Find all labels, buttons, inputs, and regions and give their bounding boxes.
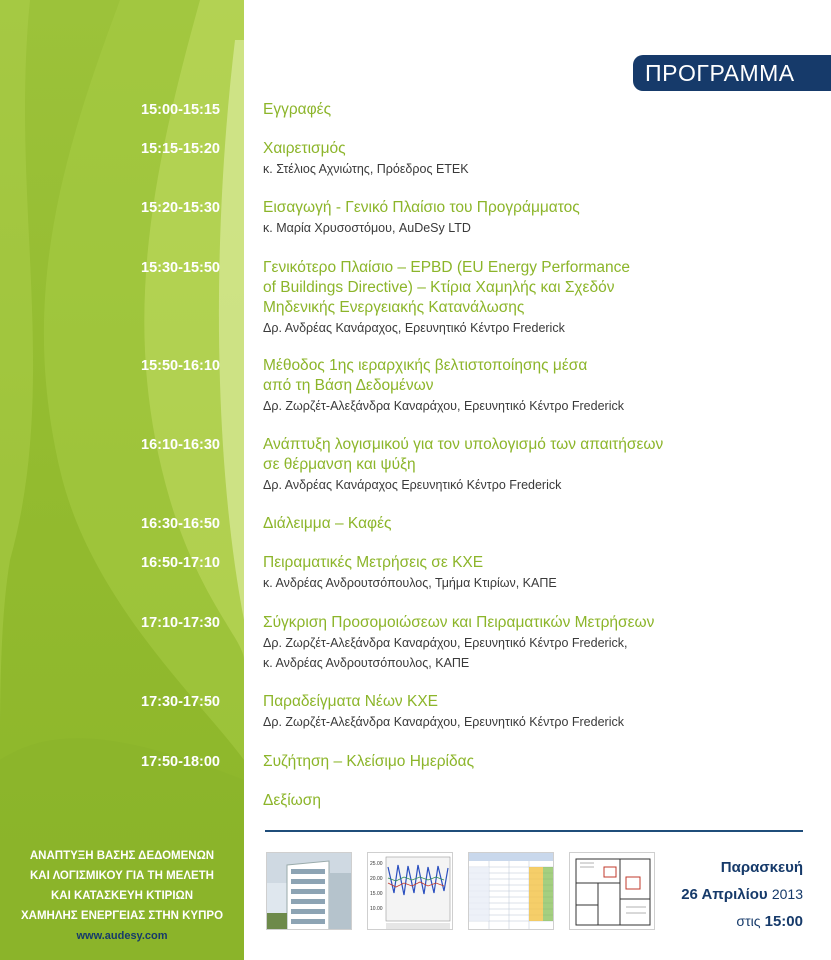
- event-date: [660, 855, 803, 935]
- spreadsheet-thumbnail: [468, 852, 554, 930]
- session-topic: of Buildings Directive) – Κτίρια Χαμηλής και Σχεδόν: [263, 279, 615, 296]
- divider-line: [265, 830, 803, 832]
- session-topic: Μηδενικής Ενεργειακής Κατανάλωσης: [263, 299, 525, 316]
- session-topic: από τη Βάση Δεδομένων: [263, 377, 434, 394]
- svg-text:20.00: 20.00: [370, 876, 383, 882]
- session-topic: Δεξίωση: [263, 792, 321, 809]
- session-topic: Παραδείγματα Νέων ΚΧΕ: [263, 693, 439, 710]
- session-time: 16:30-16:50: [141, 516, 220, 532]
- session-speaker: Δρ. Ανδρέας Κανάραχος, Ερευνητικό Κέντρο Frederick: [263, 321, 565, 335]
- session-time: 15:00-15:15: [141, 102, 220, 118]
- session-topic: Πειραματικές Μετρήσεις σε ΚΧΕ: [263, 554, 484, 571]
- promo-line: ΚΑΙ ΛΟΓΙΣΜΙΚΟΥ ΓΙΑ ΤΗ ΜΕΛΕΤΗ: [30, 870, 214, 882]
- event-year: 2013: [771, 886, 803, 902]
- session-time: 15:30-15:50: [141, 260, 220, 276]
- session-time: 17:10-17:30: [141, 615, 220, 631]
- website-link[interactable]: www.audesy.com: [76, 930, 168, 942]
- session-time: 16:50-17:10: [141, 555, 220, 571]
- event-time: 15:00: [764, 913, 803, 930]
- promo-line: ΧΑΜΗΛΗΣ ΕΝΕΡΓΕΙΑΣ ΣΤΗΝ ΚΥΠΡΟ: [20, 910, 224, 922]
- event-time-prefix: στις: [736, 913, 761, 929]
- session-topic: Εγγραφές: [263, 101, 332, 118]
- session-speaker: κ. Ανδρέας Ανδρουτσόπουλος, Τμήμα Κτιρίων, ΚΑΠΕ: [263, 576, 557, 590]
- svg-text:15.00: 15.00: [370, 891, 383, 897]
- event-day: Παρασκευή: [720, 859, 803, 876]
- event-date-bold: 26 Απριλίου: [681, 886, 768, 903]
- session-topic: Συζήτηση – Κλείσιμο Ημερίδας: [263, 753, 475, 770]
- temperature-chart-thumbnail: [367, 852, 453, 930]
- session-topic: Γενικότερο Πλαίσιο – EPBD (EU Energy Performance: [263, 259, 631, 276]
- session-speaker: Δρ. Ζωρζέτ-Αλεξάνδρα Καναράχου, Ερευνητικό Κέντρο Frederick: [263, 399, 624, 413]
- promo-line: ΚΑΙ ΚΑΤΑΣΚΕΥΗ ΚΤΙΡΙΩΝ: [50, 890, 194, 902]
- session-speaker: Δρ. Ζωρζέτ-Αλεξάνδρα Καναράχου, Ερευνητικό Κέντρο Frederick,: [263, 636, 628, 650]
- session-topic: Ανάπτυξη λογισμικού για τον υπολογισμό των απαιτήσεων: [263, 436, 664, 453]
- session-speaker: κ. Στέλιος Αχνιώτης, Πρόεδρος ΕΤΕΚ: [263, 162, 469, 176]
- session-topic: Εισαγωγή - Γενικό Πλαίσιο του Προγράμματος: [263, 199, 580, 216]
- session-topic: σε θέρμανση και ψύξη: [263, 456, 416, 473]
- session-topic: Σύγκριση Προσομοιώσεων και Πειραματικών Μετρήσεων: [263, 614, 655, 631]
- session-speaker: Δρ. Ανδρέας Κανάραχος Ερευνητικό Κέντρο Frederick: [263, 478, 562, 492]
- session-speaker: Δρ. Ζωρζέτ-Αλεξάνδρα Καναράχου, Ερευνητικό Κέντρο Frederick: [263, 715, 624, 729]
- session-speaker: κ. Μαρία Χρυσοστόμου, AuDeSy LTD: [263, 221, 471, 235]
- floor-plan-thumbnail: [569, 852, 655, 930]
- session-time: 15:50-16:10: [141, 358, 220, 374]
- session-time: 16:10-16:30: [141, 437, 220, 453]
- promo-line: ΑΝΑΠΤΥΞΗ ΒΑΣΗΣ ΔΕΔΟΜΕΝΩΝ: [29, 850, 215, 862]
- promo-block: [0, 846, 244, 946]
- session-time: 17:50-18:00: [141, 754, 220, 770]
- svg-text:10.00: 10.00: [370, 906, 383, 912]
- building-photo-thumbnail: [266, 852, 352, 930]
- session-time: 15:15-15:20: [141, 141, 220, 157]
- session-topic: Μέθοδος 1ης ιεραρχικής βελτιστοποίησης μέσα: [263, 357, 588, 374]
- session-time: 15:20-15:30: [141, 200, 220, 216]
- svg-text:25.00: 25.00: [370, 861, 383, 867]
- session-time: 17:30-17:50: [141, 694, 220, 710]
- session-topic: Διάλειμμα – Καφές: [263, 515, 392, 532]
- session-topic: Χαιρετισμός: [263, 140, 346, 157]
- session-speaker: κ. Ανδρέας Ανδρουτσόπουλος, ΚΑΠΕ: [263, 656, 470, 670]
- page-title: ΠΡΟΓΡΑΜΜΑ: [633, 55, 831, 91]
